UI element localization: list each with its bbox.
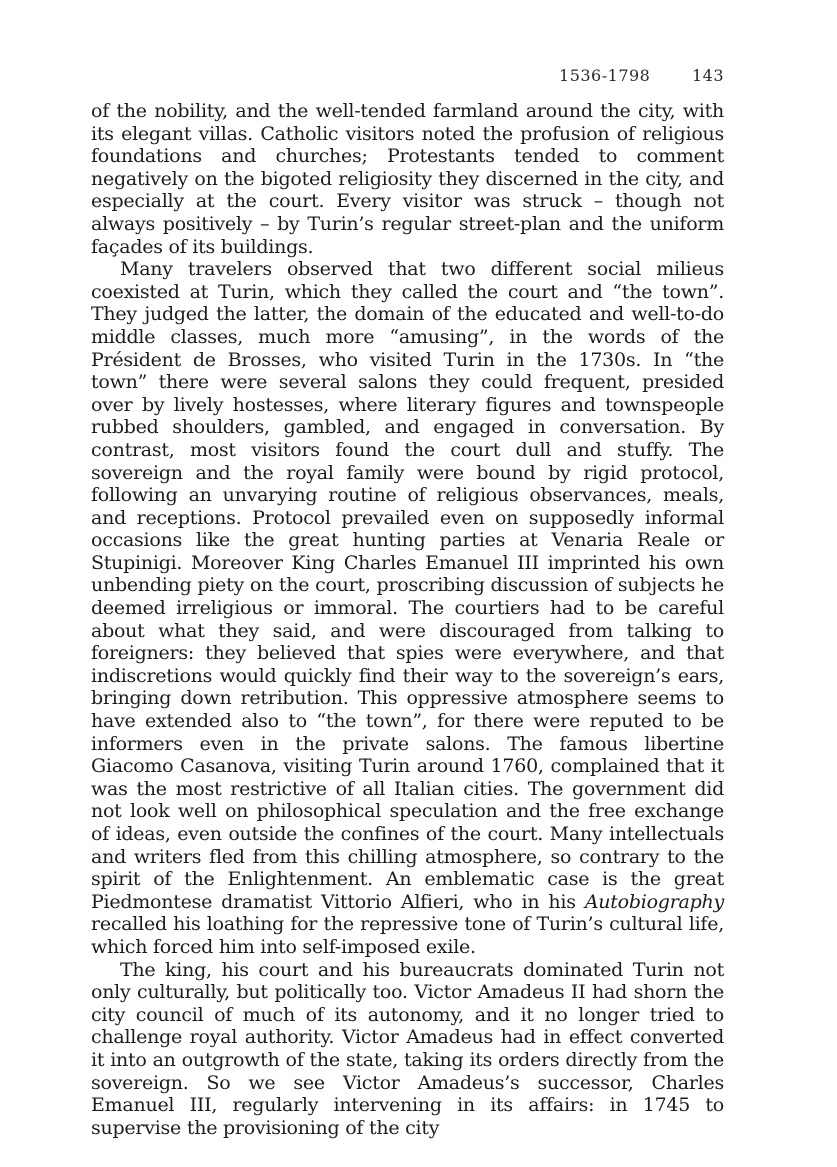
body-text	[91, 100, 724, 1139]
paragraph-2-text-end: recalled his loathing for the repressive tone of Turin’s cultural life, which forced him into self-imposed exile.	[91, 913, 724, 958]
book-title-italic: Autobiography	[584, 890, 724, 913]
page-number: 143	[691, 66, 724, 85]
paragraph-1: of the nobility, and the well-tended farmland around the city, with its elegant villas. Catholic visitors noted the profusion of religious foundations and churches; Protestants tended to comment negatively on the bigoted religiosity they discerned in the city, and especially at the court. Every visitor was struck – though not always positively – by Turin’s regular street-plan and the uniform façades of its buildings.	[91, 100, 724, 258]
paragraph-2-text-start: Many travelers observed that two different social milieus coexisted at Turin, which they called the court and “the town”. They judged the latter, the domain of the educated and well-to-do middle classes, much more “amusing”, in the words of the Président de Brosses, who visited Turin in the 1730s. In “the town” there were several salons they could frequent, presided over by lively hostesses, where literary figures and townspeople rubbed shoulders, gambled, and engaged in conversation. By contrast, most visitors found the court dull and stuffy. The sovereign and the royal family were bound by rigid protocol, following an unvarying routine of religious observances, meals, and receptions. Protocol prevailed even on supposedly informal occasions like the great hunting parties at Venaria Reale or Stupinigi. Moreover King Charles Emanuel III imprinted his own unbending piety on the court, proscribing discussion of subjects he deemed irreligious or immoral. The courtiers had to be careful about what they said, and were discouraged from talking to foreigners: they believed that spies were everywhere, and that indiscretions would quickly find their way to the sovereign’s ears, bringing down retribution. This oppressive atmosphere seems to have extended also to “the town”, for there were reputed to be informers even in the private salons. The famous libertine Giacomo Casanova, visiting Turin around 1760, complained that it was the most restrictive of all Italian cities. The government did not look well on philosophical speculation and the free exchange of ideas, even outside the confines of the court. Many intellectuals and writers fled from this chilling atmosphere, so contrary to the spirit of the Enlightenment. An emblematic case is the great Piedmontese dramatist Vittorio Alfieri, who in his	[91, 258, 724, 913]
running-head-date-range: 1536-1798	[559, 66, 651, 85]
paragraph-2	[91, 258, 724, 958]
paragraph-3: The king, his court and his bureaucrats dominated Turin not only culturally, but politically too. Victor Amadeus II had shorn the city council of much of its autonomy, and it no longer tried to challenge royal authority. Victor Amadeus had in effect converted it into an outgrowth of the state, taking its orders directly from the sovereign. So we see Victor Amadeus’s successor, Charles Emanuel III, regularly intervening in its affairs: in 1745 to supervise the provisioning of the city	[91, 958, 724, 1139]
running-head	[559, 66, 724, 85]
